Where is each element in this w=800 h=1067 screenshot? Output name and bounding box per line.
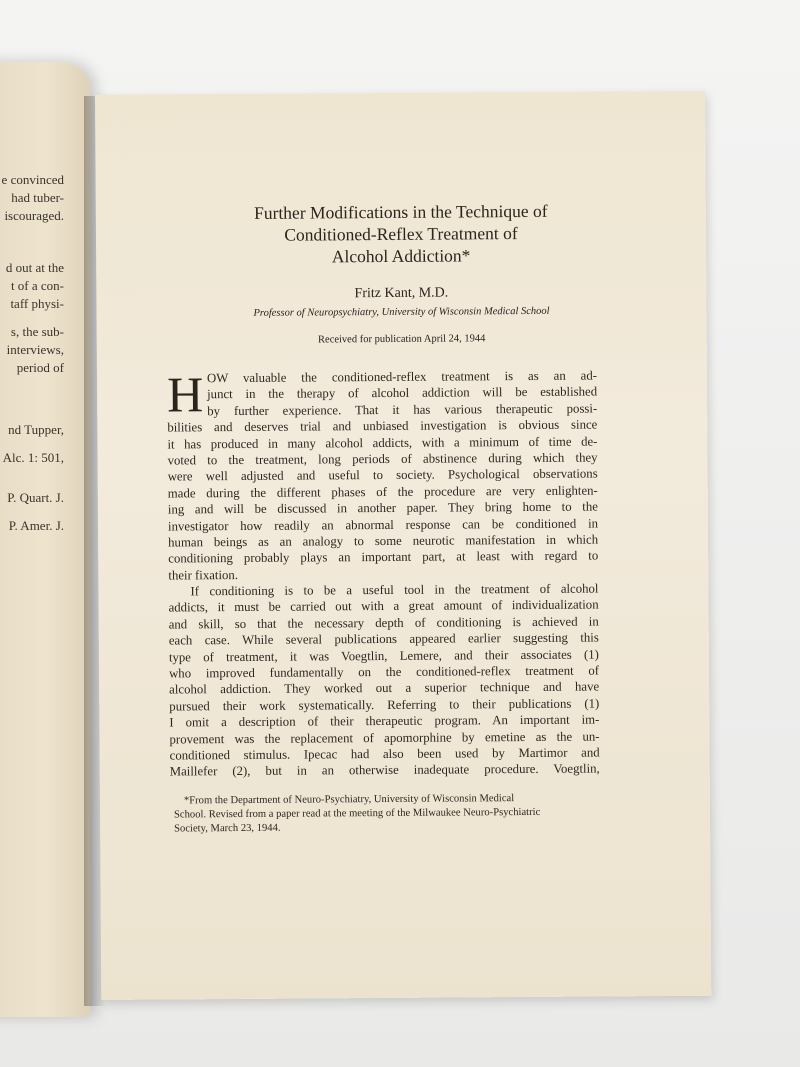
body-line: by further experience. That it has various therapeutic possi-	[207, 401, 598, 419]
body-line: OW valuable the conditioned-reflex treatment is as an ad-	[206, 368, 598, 386]
left-page-line: s, the sub-	[10, 324, 64, 339]
body-line: addicts, it must be carried out with a great amount of individualization	[168, 597, 599, 615]
left-page-line: nd Tupper,	[8, 422, 64, 437]
left-page-line: had tuber-	[11, 190, 64, 205]
left-page-line: t of a con-	[10, 278, 64, 293]
title-line: Conditioned-Reflex Treatment of	[284, 223, 518, 245]
body-line: pursued their work systematically. Referring to their publications (1)	[169, 696, 600, 714]
body-line: ing and will be discussed in another paper. They bring home to the	[167, 499, 598, 517]
left-page-line: taff physi-	[10, 296, 64, 311]
left-page-line: iscouraged.	[4, 208, 64, 223]
article-title	[166, 199, 636, 268]
footnote-line: *From the Department of Neuro-Psychiatry, University of Wisconsin Medical	[183, 793, 515, 807]
body-line: human beings as an analogy to some neurotic manifestation in which	[168, 532, 599, 550]
paragraph-1	[167, 368, 598, 584]
left-page	[0, 62, 90, 1017]
body-line: type of treatment, it was Voegtlin, Lemere, and their associates (1)	[168, 647, 599, 665]
body-line: were well adjusted and useful to society. Psychological observations	[167, 466, 598, 484]
paragraph-2	[168, 581, 599, 781]
received-date: Received for publication April 24, 1944	[317, 333, 486, 346]
left-page-line: period of	[16, 360, 64, 375]
footnote-line: School. Revised from a paper read at the meeting of the Milwaukee Neuro-Psychiatric	[173, 806, 541, 821]
author-affiliation: Professor of Neuropsychiatry, University of Wisconsin Medical School	[253, 305, 550, 319]
article-body	[167, 368, 600, 781]
body-line: who improved fundamentally on the conditioned-reflex treatment of	[168, 663, 600, 681]
left-page-line: Alc. 1: 501,	[2, 450, 64, 465]
body-line: voted to the treatment, long periods of abstinence during which they	[167, 450, 598, 468]
article	[165, 92, 600, 835]
body-line: I omit a description of their therapeutic program. An important im-	[169, 712, 600, 730]
body-line: it has produced in many alcohol addicts, with a minimum of time de-	[167, 434, 598, 452]
body-line: alcohol addiction. They worked out a superior technique and have	[169, 679, 600, 697]
body-line: each case. While several publications appeared earlier suggesting this	[168, 630, 599, 648]
body-line: made during the different phases of the procedure are very enlighten-	[167, 483, 598, 501]
drop-cap: H	[166, 366, 204, 423]
body-line: bilities and deserves trial and unbiased investigation is obvious since	[167, 417, 598, 435]
left-page-line: interviews,	[6, 342, 64, 357]
left-page-line: P. Quart. J.	[7, 490, 64, 505]
left-page-line: d out at the	[5, 260, 64, 275]
body-line: and skill, so that the necessary depth of conditioning is achieved in	[168, 614, 599, 632]
body-line: conditioning probably plays an important part, at least with regard to	[168, 548, 599, 566]
footnote	[174, 791, 604, 835]
title-line: Further Modifications in the Technique of	[254, 200, 548, 223]
left-page-line: e convinced	[1, 172, 64, 187]
footnote-line: Society, March 23, 1944.	[174, 822, 281, 835]
body-line: junct in the therapy of alcohol addiction will be established	[207, 384, 598, 402]
title-line: Alcohol Addiction*	[331, 245, 471, 267]
body-line: provement was the replacement of apomorphine by emetine as the un-	[169, 729, 600, 747]
left-page-line: P. Amer. J.	[8, 518, 64, 533]
author-name: Fritz Kant, M.D.	[354, 285, 449, 302]
body-line: If conditioning is to be a useful tool in the treatment of alcohol	[190, 581, 599, 599]
body-line: Maillefer (2), but in an otherwise inadequate procedure. Voegtlin,	[169, 761, 600, 779]
body-line: investigator how readily an abnormal response can be conditioned in	[167, 516, 599, 534]
right-page	[95, 91, 711, 1000]
body-line: their fixation.	[168, 567, 239, 583]
body-line: conditioned stimulus. Ipecac had also been used by Martimor and	[169, 745, 600, 763]
